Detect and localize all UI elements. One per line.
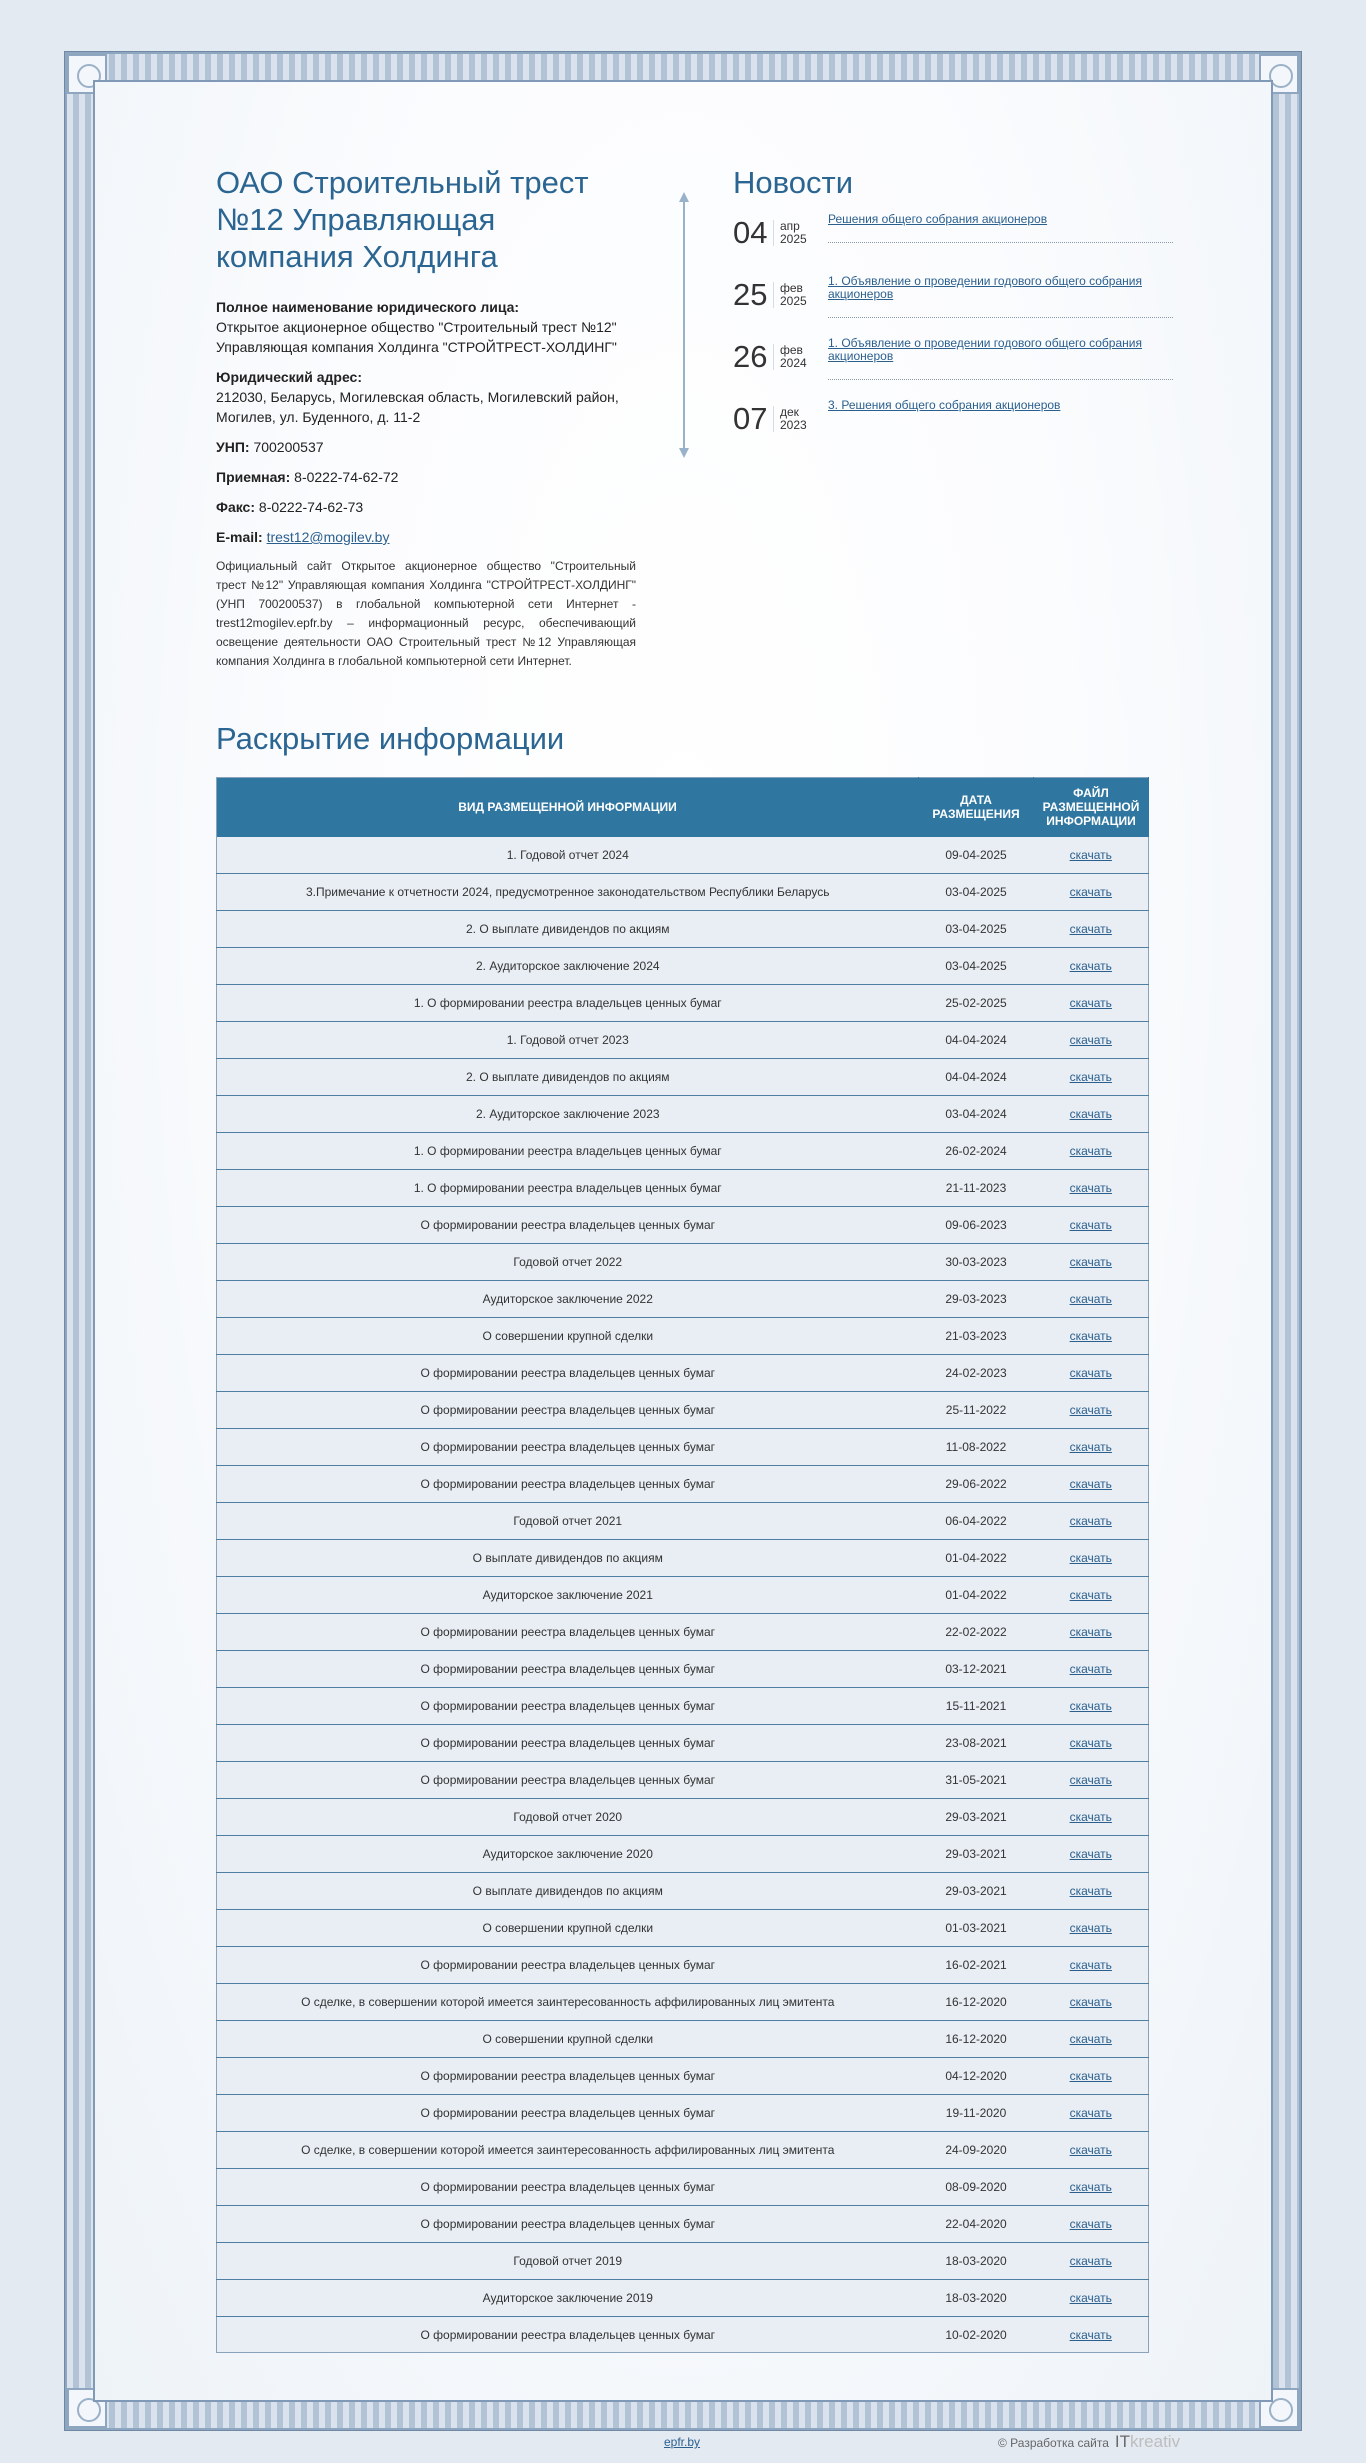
address-block [216, 367, 636, 427]
email-label: E-mail: [216, 529, 263, 545]
news-year: 2024 [780, 356, 807, 370]
date-cell: 25-02-2025 [919, 985, 1034, 1022]
date-cell: 16-02-2021 [919, 1947, 1034, 1984]
date-cell: 01-04-2022 [919, 1540, 1034, 1577]
news-link[interactable]: 3. Решения общего собрания акционеров [828, 398, 1061, 412]
doc-type-cell: Годовой отчет 2020 [217, 1799, 919, 1836]
email-link[interactable]: trest12@mogilev.by [266, 529, 390, 545]
doc-type-cell: 2. О выплате дивидендов по акциям [217, 911, 919, 948]
date-cell: 09-06-2023 [919, 1207, 1034, 1244]
email-line [216, 527, 636, 547]
table-row [217, 2206, 1149, 2243]
doc-type-cell: Годовой отчет 2022 [217, 1244, 919, 1281]
table-row [217, 1799, 1149, 1836]
date-cell: 15-11-2021 [919, 1688, 1034, 1725]
date-cell: 03-04-2025 [919, 911, 1034, 948]
date-cell: 16-12-2020 [919, 1984, 1034, 2021]
full-name-block [216, 297, 636, 357]
file-cell [1034, 2095, 1149, 2132]
date-cell: 29-03-2021 [919, 1873, 1034, 1910]
doc-type-cell: Аудиторское заключение 2022 [217, 1281, 919, 1318]
address-label: Юридический адрес: [216, 369, 362, 385]
download-link[interactable]: скачать [1069, 1699, 1112, 1713]
table-row [217, 1910, 1149, 1947]
disclosure-section [216, 720, 1151, 2353]
brand-main: IT [1114, 2432, 1130, 2451]
table-row [217, 1207, 1149, 1244]
doc-type-cell: О совершении крупной сделки [217, 1910, 919, 1947]
table-row [217, 874, 1149, 911]
header-date: ДАТА РАЗМЕЩЕНИЯ [919, 778, 1034, 837]
download-link[interactable]: скачать [1069, 1921, 1112, 1935]
column-divider [682, 194, 686, 456]
file-cell [1034, 1503, 1149, 1540]
reception-line [216, 467, 636, 487]
table-row [217, 1873, 1149, 1910]
doc-type-cell: Годовой отчет 2021 [217, 1503, 919, 1540]
table-row [217, 1244, 1149, 1281]
download-link[interactable]: скачать [1069, 2327, 1112, 2342]
doc-type-cell: О формировании реестра владельцев ценных бумаг [217, 1614, 919, 1651]
news-year: 2025 [780, 232, 807, 246]
table-row [217, 1614, 1149, 1651]
full-name-value: Открытое акционерное общество "Строительный трест №12" Управляющая компания Холдинга "СТРОЙТРЕСТ-ХОЛДИНГ" [216, 319, 617, 355]
date-cell: 21-11-2023 [919, 1170, 1034, 1207]
download-link[interactable]: скачать [1069, 847, 1112, 862]
file-cell [1034, 1318, 1149, 1355]
doc-type-cell: О формировании реестра владельцев ценных бумаг [217, 1762, 919, 1799]
company-info [216, 164, 636, 671]
download-link[interactable]: скачать [1069, 1292, 1112, 1306]
news-link-wrap [828, 275, 1173, 318]
table-row [217, 2280, 1149, 2317]
file-cell [1034, 1429, 1149, 1466]
table-row [217, 1688, 1149, 1725]
date-cell: 18-03-2020 [919, 2243, 1034, 2280]
news-item [733, 274, 1173, 339]
table-row [217, 1503, 1149, 1540]
table-row [217, 1466, 1149, 1503]
doc-type-cell: О совершении крупной сделки [217, 2021, 919, 2058]
table-row [217, 1651, 1149, 1688]
download-link[interactable]: скачать [1069, 2217, 1112, 2231]
download-link[interactable]: скачать [1069, 1255, 1112, 1269]
table-row [217, 2243, 1149, 2280]
news-day: 26 [733, 339, 768, 374]
date-cell: 21-03-2023 [919, 1318, 1034, 1355]
news-date [733, 339, 828, 375]
download-link[interactable]: скачать [1069, 1995, 1112, 2009]
file-cell [1034, 1873, 1149, 1910]
table-row [217, 2021, 1149, 2058]
doc-type-cell: Аудиторское заключение 2020 [217, 1836, 919, 1873]
file-cell [1034, 1355, 1149, 1392]
download-link[interactable]: скачать [1069, 1514, 1112, 1528]
news-day: 25 [733, 277, 768, 312]
download-link[interactable]: скачать [1069, 1625, 1112, 1639]
doc-type-cell: О формировании реестра владельцев ценных бумаг [217, 1466, 919, 1503]
news-year: 2023 [780, 418, 807, 432]
news-day: 07 [733, 401, 768, 436]
file-cell [1034, 1836, 1149, 1873]
file-cell [1034, 1984, 1149, 2021]
date-cell: 29-03-2023 [919, 1281, 1034, 1318]
file-cell [1034, 1614, 1149, 1651]
doc-type-cell: 1. Годовой отчет 2024 [217, 837, 919, 874]
download-link[interactable]: скачать [1069, 2143, 1112, 2157]
table-row [217, 1540, 1149, 1577]
download-link[interactable]: скачать [1069, 2106, 1112, 2120]
company-title: ОАО Строительный трест №12 Управляющая компания Холдинга [216, 165, 589, 274]
doc-type-cell: О формировании реестра владельцев ценных бумаг [217, 1207, 919, 1244]
download-link[interactable]: скачать [1069, 2254, 1112, 2268]
doc-type-cell: О выплате дивидендов по акциям [217, 1873, 919, 1910]
download-link[interactable]: скачать [1069, 1440, 1112, 1454]
copyright-text: © Разработка сайта [998, 2436, 1109, 2450]
table-row [217, 1984, 1149, 2021]
table-row [217, 1725, 1149, 1762]
news-link[interactable]: 1. Объявление о проведении годового общего собрания акционеров [828, 274, 1142, 301]
table-row [217, 1059, 1149, 1096]
doc-type-cell: О формировании реестра владельцев ценных бумаг [217, 1429, 919, 1466]
doc-type-cell: 1. О формировании реестра владельцев ценных бумаг [217, 1170, 919, 1207]
table-row [217, 837, 1149, 874]
doc-type-cell: О формировании реестра владельцев ценных бумаг [217, 1688, 919, 1725]
reception-label: Приемная: [216, 469, 291, 485]
doc-type-cell: О формировании реестра владельцев ценных бумаг [217, 1947, 919, 1984]
download-link[interactable]: скачать [1069, 959, 1112, 973]
table-row [217, 1577, 1149, 1614]
file-cell [1034, 1799, 1149, 1836]
date-cell: 11-08-2022 [919, 1429, 1034, 1466]
download-link[interactable]: скачать [1069, 1218, 1112, 1232]
date-cell: 30-03-2023 [919, 1244, 1034, 1281]
download-link[interactable]: скачать [1069, 2180, 1112, 2194]
doc-type-cell: О формировании реестра владельцев ценных бумаг [217, 1725, 919, 1762]
file-cell [1034, 2317, 1149, 2353]
file-cell [1034, 1688, 1149, 1725]
file-cell [1034, 1207, 1149, 1244]
date-cell: 24-02-2023 [919, 1355, 1034, 1392]
news-item [733, 398, 1173, 463]
download-link[interactable]: скачать [1069, 1551, 1112, 1565]
news-date [733, 215, 828, 251]
download-link[interactable]: скачать [1069, 1070, 1112, 1084]
news-month: фев [780, 343, 803, 357]
download-link[interactable]: скачать [1069, 885, 1112, 899]
download-link[interactable]: скачать [1069, 1033, 1112, 1047]
date-cell: 16-12-2020 [919, 2021, 1034, 2058]
file-cell [1034, 1096, 1149, 1133]
table-row [217, 1281, 1149, 1318]
doc-type-cell: 1. О формировании реестра владельцев ценных бумаг [217, 985, 919, 1022]
table-row [217, 1762, 1149, 1799]
file-cell [1034, 2280, 1149, 2317]
download-link[interactable]: скачать [1069, 1958, 1112, 1972]
file-cell [1034, 1725, 1149, 1762]
copyright [998, 2432, 1180, 2452]
doc-type-cell: О сделке, в совершении которой имеется заинтересованность аффилированных лиц эмитента [217, 1984, 919, 2021]
file-cell [1034, 948, 1149, 985]
table-row [217, 1133, 1149, 1170]
news-day: 04 [733, 215, 768, 250]
file-cell [1034, 2021, 1149, 2058]
table-header-row [217, 778, 1149, 837]
date-cell: 09-04-2025 [919, 837, 1034, 874]
news-date [733, 277, 828, 313]
download-link[interactable]: скачать [1069, 1366, 1112, 1380]
news-item [733, 212, 1173, 277]
date-cell: 04-04-2024 [919, 1022, 1034, 1059]
table-row [217, 2169, 1149, 2206]
download-link[interactable]: скачать [1069, 1736, 1112, 1750]
doc-type-cell: 1. О формировании реестра владельцев ценных бумаг [217, 1133, 919, 1170]
unp-label: УНП: [216, 439, 250, 455]
file-cell [1034, 1133, 1149, 1170]
table-body [217, 837, 1149, 2353]
date-cell: 26-02-2024 [919, 1133, 1034, 1170]
doc-type-cell: О формировании реестра владельцев ценных бумаг [217, 1355, 919, 1392]
download-link[interactable]: скачать [1069, 1773, 1112, 1787]
download-link[interactable]: скачать [1069, 1810, 1112, 1824]
date-cell: 29-06-2022 [919, 1466, 1034, 1503]
file-cell [1034, 2206, 1149, 2243]
date-cell: 25-11-2022 [919, 1392, 1034, 1429]
date-cell: 06-04-2022 [919, 1503, 1034, 1540]
table-row [217, 1836, 1149, 1873]
news-month-year [773, 406, 807, 432]
unp-value: 700200537 [253, 439, 324, 455]
date-cell: 23-08-2021 [919, 1725, 1034, 1762]
doc-type-cell: О формировании реестра владельцев ценных бумаг [217, 1651, 919, 1688]
disclosure-title: Раскрытие информации [216, 721, 565, 756]
news-list [733, 212, 1173, 463]
download-link[interactable]: скачать [1069, 1144, 1112, 1158]
table-row [217, 1318, 1149, 1355]
table-row [217, 1947, 1149, 1984]
date-cell: 19-11-2020 [919, 2095, 1034, 2132]
file-cell [1034, 1170, 1149, 1207]
news-link[interactable]: 1. Объявление о проведении годового общего собрания акционеров [828, 336, 1142, 363]
download-link[interactable]: скачать [1069, 2032, 1112, 2046]
date-cell: 04-12-2020 [919, 2058, 1034, 2095]
table-row [217, 2095, 1149, 2132]
doc-type-cell: Годовой отчет 2019 [217, 2243, 919, 2280]
footer-epfr-link[interactable]: epfr.by [664, 2435, 701, 2449]
table-row [217, 1170, 1149, 1207]
doc-type-cell: 2. О выплате дивидендов по акциям [217, 1059, 919, 1096]
news-year: 2025 [780, 294, 807, 308]
file-cell [1034, 2243, 1149, 2280]
doc-type-cell: 2. Аудиторское заключение 2023 [217, 1096, 919, 1133]
date-cell: 24-09-2020 [919, 2132, 1034, 2169]
file-cell [1034, 1022, 1149, 1059]
download-link[interactable]: скачать [1069, 1847, 1112, 1861]
table-row [217, 1022, 1149, 1059]
date-cell: 29-03-2021 [919, 1836, 1034, 1873]
file-cell [1034, 1651, 1149, 1688]
table-row [217, 1096, 1149, 1133]
file-cell [1034, 1392, 1149, 1429]
doc-type-cell: 3.Примечание к отчетности 2024, предусмотренное законодательством Республики Беларусь [217, 874, 919, 911]
file-cell [1034, 1910, 1149, 1947]
fax-line [216, 497, 636, 517]
file-cell [1034, 2058, 1149, 2095]
divider-arrow-down-icon [679, 448, 689, 458]
file-cell [1034, 1540, 1149, 1577]
download-link[interactable]: скачать [1069, 1181, 1112, 1195]
table-row [217, 948, 1149, 985]
file-cell [1034, 1244, 1149, 1281]
table-row [217, 2058, 1149, 2095]
date-cell: 31-05-2021 [919, 1762, 1034, 1799]
doc-type-cell: О совершении крупной сделки [217, 1318, 919, 1355]
table-row [217, 1355, 1149, 1392]
download-link[interactable]: скачать [1069, 996, 1112, 1010]
file-cell [1034, 837, 1149, 874]
news-title: Новости [733, 165, 854, 200]
download-link[interactable]: скачать [1069, 1329, 1112, 1343]
date-cell: 03-12-2021 [919, 1651, 1034, 1688]
address-value: 212030, Беларусь, Могилевская область, Могилевский район, Могилев, ул. Буденного, д. 11-2 [216, 389, 619, 425]
news-month: дек [780, 405, 799, 419]
news-month-year [773, 220, 807, 246]
news-item [733, 336, 1173, 401]
date-cell: 29-03-2021 [919, 1799, 1034, 1836]
file-cell [1034, 1281, 1149, 1318]
table-row [217, 2132, 1149, 2169]
doc-type-cell: О формировании реестра владельцев ценных бумаг [217, 2095, 919, 2132]
fax-label: Факс: [216, 499, 256, 515]
doc-type-cell: О формировании реестра владельцев ценных бумаг [217, 2169, 919, 2206]
download-link[interactable]: скачать [1069, 1884, 1112, 1898]
doc-type-cell: Аудиторское заключение 2021 [217, 1577, 919, 1614]
file-cell [1034, 985, 1149, 1022]
header-doc-type: ВИД РАЗМЕЩЕННОЙ ИНФОРМАЦИИ [217, 778, 919, 837]
table-row [217, 985, 1149, 1022]
table-row [217, 911, 1149, 948]
date-cell: 03-04-2025 [919, 874, 1034, 911]
date-cell: 22-02-2022 [919, 1614, 1034, 1651]
news-link-wrap [828, 337, 1173, 380]
developer-logo-link[interactable] [1115, 2432, 1180, 2452]
date-cell: 22-04-2020 [919, 2206, 1034, 2243]
doc-type-cell: О формировании реестра владельцев ценных бумаг [217, 1392, 919, 1429]
table-row [217, 1392, 1149, 1429]
header-file: ФАЙЛ РАЗМЕЩЕННОЙ ИНФОРМАЦИИ [1034, 778, 1149, 837]
news-section [733, 164, 1173, 463]
file-cell [1034, 2169, 1149, 2206]
disclosure-table [216, 777, 1149, 2353]
date-cell: 18-03-2020 [919, 2280, 1034, 2317]
file-cell [1034, 1577, 1149, 1614]
news-month: фев [780, 281, 803, 295]
divider-line [683, 194, 685, 456]
table-row [217, 1429, 1149, 1466]
file-cell [1034, 2132, 1149, 2169]
doc-type-cell: 1. Годовой отчет 2023 [217, 1022, 919, 1059]
fax-value: 8-0222-74-62-73 [258, 499, 364, 515]
download-link[interactable]: скачать [1069, 1107, 1112, 1121]
brand-sub: kreativ [1130, 2432, 1181, 2451]
download-link[interactable]: скачать [1069, 922, 1112, 936]
download-link[interactable]: скачать [1069, 2069, 1112, 2083]
news-link[interactable]: Решения общего собрания акционеров [828, 212, 1048, 226]
file-cell [1034, 1762, 1149, 1799]
file-cell [1034, 874, 1149, 911]
divider-arrow-up-icon [679, 192, 689, 202]
date-cell: 01-04-2022 [919, 1577, 1034, 1614]
date-cell: 08-09-2020 [919, 2169, 1034, 2206]
unp-line [216, 437, 636, 457]
doc-type-cell: О формировании реестра владельцев ценных бумаг [217, 2058, 919, 2095]
news-link-wrap [828, 399, 1173, 428]
download-link[interactable]: скачать [1069, 1477, 1112, 1491]
date-cell: 03-04-2025 [919, 948, 1034, 985]
file-cell [1034, 1947, 1149, 1984]
news-month-year [773, 344, 807, 370]
date-cell: 01-03-2021 [919, 1910, 1034, 1947]
doc-type-cell: О формировании реестра владельцев ценных бумаг [217, 2317, 919, 2353]
file-cell [1034, 911, 1149, 948]
news-link-wrap [828, 213, 1173, 243]
download-link[interactable]: скачать [1069, 2291, 1112, 2305]
full-name-label: Полное наименование юридического лица: [216, 299, 520, 315]
doc-type-cell: Аудиторское заключение 2019 [217, 2280, 919, 2317]
date-cell: 03-04-2024 [919, 1096, 1034, 1133]
doc-type-cell: О формировании реестра владельцев ценных бумаг [217, 2206, 919, 2243]
download-link[interactable]: скачать [1069, 1588, 1112, 1602]
download-link[interactable]: скачать [1069, 1403, 1112, 1417]
file-cell [1034, 1466, 1149, 1503]
download-link[interactable]: скачать [1069, 1662, 1112, 1676]
table-row [217, 2317, 1149, 2353]
date-cell: 10-02-2020 [919, 2317, 1034, 2353]
news-month: апр [780, 219, 800, 233]
doc-type-cell: О сделке, в совершении которой имеется заинтересованность аффилированных лиц эмитента [217, 2132, 919, 2169]
about-text: Официальный сайт Открытое акционерное общество "Строительный трест №12" Управляющая компания Холдинга "СТРОЙТРЕСТ-ХОЛДИНГ" (УНП 700200537) в глобальной компьютерной сети Интернет - trest12mogilev.epfr.by – информационный ресурс, обеспечивающий освещение деятельности ОАО Строительный трест №12 Управляющая компания Холдинга в глобальной компьютерной сети Интернет. [216, 559, 636, 668]
news-date [733, 401, 828, 437]
reception-value: 8-0222-74-62-72 [294, 469, 399, 485]
file-cell [1034, 1059, 1149, 1096]
doc-type-cell: 2. Аудиторское заключение 2024 [217, 948, 919, 985]
doc-type-cell: О выплате дивидендов по акциям [217, 1540, 919, 1577]
news-month-year [773, 282, 807, 308]
date-cell: 04-04-2024 [919, 1059, 1034, 1096]
